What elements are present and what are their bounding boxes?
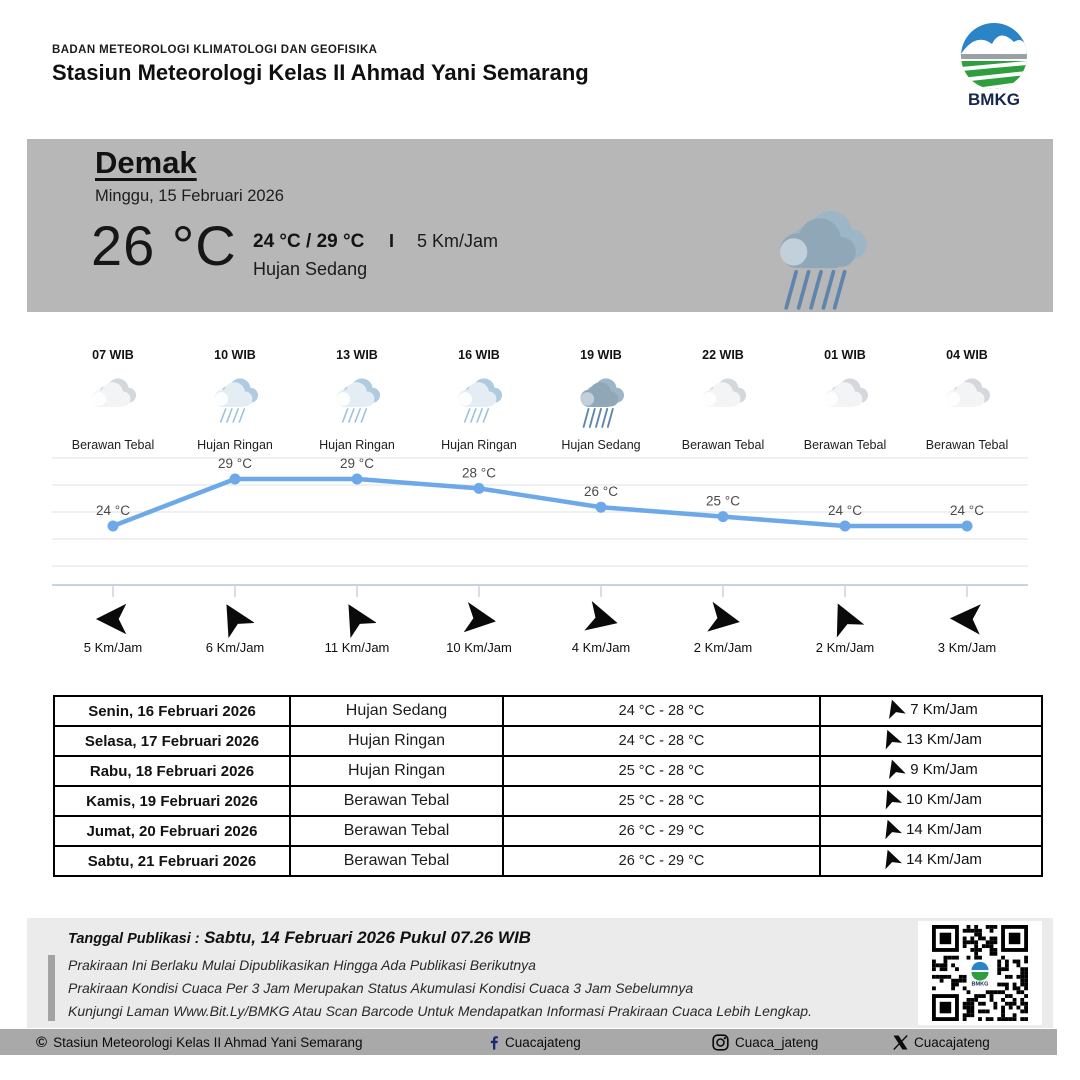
bmkg-logo-label: BMKG (968, 90, 1020, 109)
accent-bar (48, 955, 55, 1021)
current-conditions-banner (27, 139, 1053, 312)
hourly-time: 16 WIB (458, 348, 500, 362)
hourly-time: 10 WIB (214, 348, 256, 362)
wind-speed-label: 4 Km/Jam (571, 640, 631, 655)
row-condition: Berawan Tebal (290, 816, 503, 846)
row-temp-range: 24 °C - 28 °C (503, 726, 820, 756)
hourly-weather-icon (573, 372, 629, 434)
hourly-weather-icon (207, 372, 263, 434)
x-handle: Cuacajateng (914, 1034, 990, 1050)
hourly-column (296, 348, 418, 452)
qr-code-icon (932, 925, 1028, 1021)
row-date: Kamis, 19 Februari 2026 (54, 786, 290, 816)
hourly-condition-label: Hujan Ringan (197, 438, 273, 452)
wind-speed-label: 5 Km/Jam (83, 640, 143, 655)
wind-direction-icon (216, 600, 254, 638)
row-wind (820, 816, 1042, 846)
hourly-weather-icon (451, 372, 507, 434)
hourly-time: 22 WIB (702, 348, 744, 362)
wind-direction-icon (94, 600, 132, 638)
hourly-time: 13 WIB (336, 348, 378, 362)
copyright-group (36, 1029, 363, 1055)
svg-text:29 °C: 29 °C (340, 456, 374, 471)
row-date: Selasa, 17 Februari 2026 (54, 726, 290, 756)
row-date: Rabu, 18 Februari 2026 (54, 756, 290, 786)
row-wind (820, 726, 1042, 756)
wind-speed-label: 6 Km/Jam (205, 640, 265, 655)
hourly-time: 19 WIB (580, 348, 622, 362)
hourly-condition-label: Berawan Tebal (71, 438, 155, 452)
svg-text:25 °C: 25 °C (706, 493, 740, 509)
hourly-weather-icon (695, 372, 751, 434)
wind-direction-icon (880, 728, 902, 750)
table-row (54, 786, 1042, 816)
x-icon (893, 1035, 908, 1050)
row-date: Jumat, 20 Februari 2026 (54, 816, 290, 846)
wind-direction-icon (460, 600, 498, 638)
hourly-weather-icon (939, 372, 995, 434)
row-condition: Hujan Ringan (290, 726, 503, 756)
wind-direction-icon (884, 758, 906, 780)
hourly-condition-label: Berawan Tebal (803, 438, 887, 452)
current-wind-speed: 5 Km/Jam (417, 231, 499, 251)
publication-value: Sabtu, 14 Februari 2026 Pukul 07.26 WIB (204, 928, 531, 947)
wind-direction-icon (884, 698, 906, 720)
svg-text:24 °C: 24 °C (828, 503, 862, 518)
wind-speed-label: 2 Km/Jam (815, 640, 875, 655)
instagram-link[interactable] (712, 1029, 818, 1055)
row-wind (820, 696, 1042, 726)
row-temp-range: 26 °C - 29 °C (503, 846, 820, 876)
wind-direction-icon (338, 600, 376, 638)
wind-column (174, 600, 296, 655)
row-temp-range: 25 °C - 28 °C (503, 756, 820, 786)
facebook-icon (489, 1034, 499, 1051)
hourly-condition-label: Berawan Tebal (681, 438, 765, 452)
footer-note: Prakiraan Ini Berlaku Mulai Dipublikasikan Hingga Ada Publikasi Berikutnya (68, 957, 536, 973)
wind-speed-label: 11 Km/Jam (324, 640, 390, 655)
daily-forecast-table (53, 695, 1043, 877)
row-condition: Berawan Tebal (290, 786, 503, 816)
hourly-time: 04 WIB (946, 348, 988, 362)
row-temp-range: 24 °C - 28 °C (503, 696, 820, 726)
publication-line (68, 928, 531, 948)
table-row (54, 816, 1042, 846)
x-link[interactable] (893, 1029, 990, 1055)
instagram-icon (712, 1034, 729, 1051)
hourly-time: 01 WIB (824, 348, 866, 362)
station-title: Stasiun Meteorologi Kelas II Ahmad Yani Semarang (52, 60, 589, 85)
row-wind-speed: 14 Km/Jam (906, 850, 982, 868)
footer-note: Kunjungi Laman Www.Bit.Ly/BMKG Atau Scan Barcode Untuk Mendapatkan Informasi Prakiraan Cuaca Lebih Lengkap. (68, 1003, 812, 1019)
table-row (54, 846, 1042, 876)
row-wind-speed: 14 Km/Jam (906, 820, 982, 838)
instagram-handle: Cuaca_jateng (735, 1034, 819, 1050)
row-date: Sabtu, 21 Februari 2026 (54, 846, 290, 876)
hourly-weather-icon (85, 372, 141, 434)
hourly-column (784, 348, 906, 452)
wind-column (540, 600, 662, 655)
wind-speed-label: 3 Km/Jam (937, 640, 997, 655)
svg-text:24 °C: 24 °C (96, 503, 130, 518)
wind-column (52, 600, 174, 655)
hourly-time: 07 WIB (92, 348, 134, 362)
table-row (54, 696, 1042, 726)
temperature-range: 24 °C / 29 °C (253, 231, 365, 252)
hourly-column (418, 348, 540, 452)
wind-column (784, 600, 906, 655)
copyright-icon: © (36, 1033, 48, 1051)
publication-label: Tanggal Publikasi : (68, 931, 200, 947)
svg-text:29 °C: 29 °C (218, 456, 252, 471)
wind-direction-icon (704, 600, 742, 638)
hourly-condition-label: Hujan Ringan (441, 438, 517, 452)
svg-text:BMKG: BMKG (971, 981, 989, 988)
table-row (54, 726, 1042, 756)
row-wind (820, 786, 1042, 816)
footer-notes (68, 954, 812, 1023)
row-date: Senin, 16 Februari 2026 (54, 696, 290, 726)
separator-mark: I (389, 231, 395, 251)
hourly-condition-label: Hujan Ringan (319, 438, 395, 452)
row-wind (820, 756, 1042, 786)
wind-speed-label: 2 Km/Jam (693, 640, 753, 655)
wind-speed-label: 10 Km/Jam (446, 640, 512, 655)
hourly-column (52, 348, 174, 452)
row-condition: Berawan Tebal (290, 846, 503, 876)
bmkg-logo-icon (948, 20, 1040, 110)
hourly-column (662, 348, 784, 452)
row-wind-speed: 7 Km/Jam (910, 700, 978, 718)
hourly-column (174, 348, 296, 452)
forecast-date: Minggu, 15 Februari 2026 (95, 187, 284, 205)
hourly-weather-icon (817, 372, 873, 434)
facebook-handle: Cuacajateng (505, 1034, 581, 1050)
wind-direction-icon (582, 600, 620, 638)
row-wind (820, 846, 1042, 876)
social-bar (0, 1029, 1057, 1055)
row-wind-speed: 13 Km/Jam (906, 730, 982, 748)
wind-direction-icon (826, 600, 864, 638)
wind-column (296, 600, 418, 655)
table-row (54, 756, 1042, 786)
row-wind-speed: 9 Km/Jam (910, 760, 978, 778)
current-weather-icon (760, 201, 882, 319)
footer-note: Prakiraan Kondisi Cuaca Per 3 Jam Merupakan Status Akumulasi Kondisi Cuaca 3 Jam Sebelumnya (68, 980, 694, 996)
agency-name: BADAN METEOROLOGI KLIMATOLOGI DAN GEOFISIKA (52, 44, 378, 56)
row-condition: Hujan Ringan (290, 756, 503, 786)
row-temp-range: 26 °C - 29 °C (503, 816, 820, 846)
wind-direction-icon (880, 818, 902, 840)
facebook-link[interactable] (489, 1029, 581, 1055)
wind-column (662, 600, 784, 655)
row-temp-range: 25 °C - 28 °C (503, 786, 820, 816)
hourly-column (540, 348, 662, 452)
wind-direction-icon (880, 788, 902, 810)
hourly-condition-label: Berawan Tebal (925, 438, 1009, 452)
hourly-forecast-row (52, 348, 1028, 452)
temperature-chart (27, 450, 1053, 600)
publication-footer (27, 918, 1053, 1028)
hourly-condition-label: Hujan Sedang (561, 438, 641, 452)
hourly-weather-icon (329, 372, 385, 434)
qr-card (918, 921, 1042, 1025)
wind-direction-icon (948, 600, 986, 638)
wind-column (906, 600, 1028, 655)
current-condition: Hujan Sedang (253, 259, 368, 279)
row-condition: Hujan Sedang (290, 696, 503, 726)
svg-text:24 °C: 24 °C (950, 503, 984, 518)
wind-direction-icon (880, 848, 902, 870)
copyright-text: Stasiun Meteorologi Kelas II Ahmad Yani Semarang (53, 1034, 363, 1050)
wind-column (418, 600, 540, 655)
wind-row (52, 600, 1028, 655)
city-title: Demak (95, 145, 197, 180)
current-temperature: 26 °C (91, 214, 237, 277)
svg-text:26 °C: 26 °C (584, 484, 618, 500)
svg-text:28 °C: 28 °C (462, 465, 496, 481)
row-wind-speed: 10 Km/Jam (906, 790, 982, 808)
hourly-column (906, 348, 1028, 452)
